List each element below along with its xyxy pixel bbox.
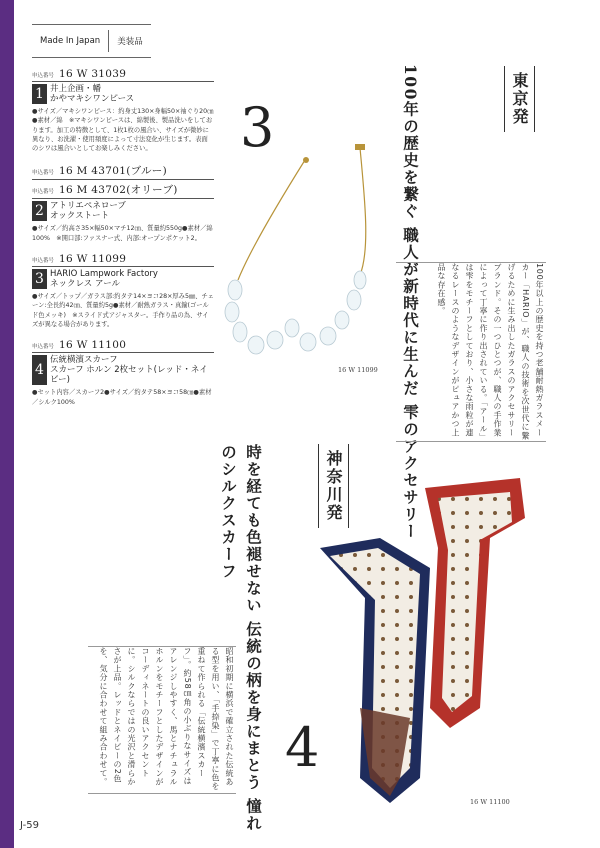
order-code-line	[32, 253, 214, 267]
product-number-badge: 2	[32, 201, 47, 221]
item-name: オックストート	[50, 211, 110, 222]
product-name-row	[32, 201, 214, 221]
order-code-line	[32, 163, 214, 180]
region-kanagawa: 神奈川発	[318, 444, 349, 528]
product-description: ●サイズ／マキシワンピース：約身丈130×身幅50×袖ぐり20㎝●素材／綿 ※マキシワンピースは、綿製後、製品洗いをしております。加工の特徴として、1枚1枚の風合い、サイズが微妙に異なり、お洗濯・使用頻度によって寸法変化が生じます。表面のシワは風合いとしてお楽しみください。	[32, 108, 214, 153]
order-code-line	[32, 68, 214, 82]
category-tag: 美装品	[117, 37, 143, 47]
order-code-line	[32, 339, 214, 353]
kanagawa-body-text: 昭和初期に横浜で確立された伝統ある型を用い、「手捺染」で丁寧に色を重ねて作られる「伝統横濱スカーフ」。約58㎝角の小ぶりなサイズはアレンジしやすく、馬とナチュラルホルンをモチーフとしたデザインがコーディネートの良いアクセントに。シルクならではの光沢と滑らかさが上品。レッドとネイビーの2色を、気分に合わせて組み合わせて。	[88, 646, 236, 794]
order-code: 16 W 31039	[59, 68, 127, 80]
product-name	[50, 84, 134, 104]
purple-side-bar	[0, 0, 14, 848]
item-name: スカーフ ホルン 2枚セット(レッド・ネイビー)	[50, 365, 208, 386]
product-number-badge: 3	[32, 269, 47, 289]
catch-line: 伝統の柄を身にまとう	[244, 620, 263, 791]
feature-number-3: 3	[240, 96, 275, 159]
feature-number-4: 4	[285, 716, 320, 779]
catch-line: 憧れのシルクスカーフ	[219, 444, 263, 832]
necklace-image	[210, 140, 400, 380]
brand-name: 井上企画・幡	[50, 84, 102, 94]
catch-line: 100年の歴史を繋ぐ	[401, 64, 420, 220]
product-item-4	[32, 339, 214, 407]
catch-line: 時を経ても色褪せない	[244, 444, 263, 614]
brand-name: HARIO Lampwork Factory	[50, 269, 158, 280]
origin-tag: Made In Japan	[40, 36, 101, 46]
code-label: 申込番号	[32, 344, 55, 351]
item-name: ネックレス アール	[50, 279, 121, 290]
product-item-2	[32, 163, 214, 243]
product-name	[50, 355, 214, 385]
page-number: J-59	[20, 820, 39, 831]
product-name	[50, 269, 158, 289]
tokyo-body-text: 100年以上の歴史を持つ老舗耐熱ガラスメーカー「HARIO」が、職人の技術を次世代に繋げるために生み出したガラスのアクセサリーブランド。その一つひとつが、職人の手作業によって丁寧に作り出されている。「アール」は雫をモチーフとしており、小さな雨粒が連なるレースのようなデザインがピュアかつ上品な存在感。	[396, 262, 546, 442]
order-code: 16 M 43702(オリーブ)	[59, 184, 178, 197]
product-description: ●セット内容／スカーフ2●サイズ／約タテ58×ヨコ58㎝●素材／シルク100%	[32, 389, 212, 406]
product-description: ●サイズ／トップ／ガラス部:約タテ14×ヨコ28×厚み5㎜、チェーン:全長約42㎝、質量約5g●素材／耐熱ガラス・真鍮(ゴールド色メッキ) ※スライド式アジャスター。手作り品の為、サイズが異なる場合があります。	[32, 293, 214, 328]
code-label: 申込番号	[32, 189, 55, 196]
product-list	[32, 66, 214, 417]
scarf-image-label: 16 W 11100	[470, 798, 510, 806]
scarf-image	[320, 478, 530, 803]
item-name: かやマキシワンピース	[50, 94, 135, 104]
product-name-row	[32, 355, 214, 385]
brand-name: 伝統横濱スカーフ	[50, 355, 118, 366]
order-code: 16 M 43701(ブルー)	[59, 165, 167, 178]
code-label: 申込番号	[32, 73, 55, 79]
order-code: 16 W 11100	[59, 339, 127, 352]
product-description: ●サイズ／約高さ35×幅50×マチ12㎝、質量約550g●素材／綿100% ※開口部:ファスナー式、内部:オープンポケット2。	[32, 225, 213, 242]
code-label: 申込番号	[32, 170, 55, 177]
catch-line: 雫のアクセサリー	[401, 403, 420, 540]
order-code: 16 W 11099	[59, 253, 127, 266]
product-item-3	[32, 253, 214, 329]
brand-name: アトリエペネローブ	[50, 201, 126, 212]
product-number-badge: 4	[32, 355, 47, 385]
product-name-row	[32, 84, 214, 104]
necklace-image-label: 16 W 11099	[338, 366, 378, 374]
product-name	[50, 201, 126, 221]
code-label: 申込番号	[32, 258, 55, 265]
order-code-line	[32, 182, 214, 199]
catch-line: 職人が新時代に生んだ	[401, 226, 420, 397]
product-item-1	[32, 68, 214, 153]
product-number-badge: 1	[32, 84, 47, 104]
region-tokyo: 東京発	[504, 66, 535, 132]
header-tags	[32, 24, 151, 58]
product-name-row	[32, 269, 214, 289]
